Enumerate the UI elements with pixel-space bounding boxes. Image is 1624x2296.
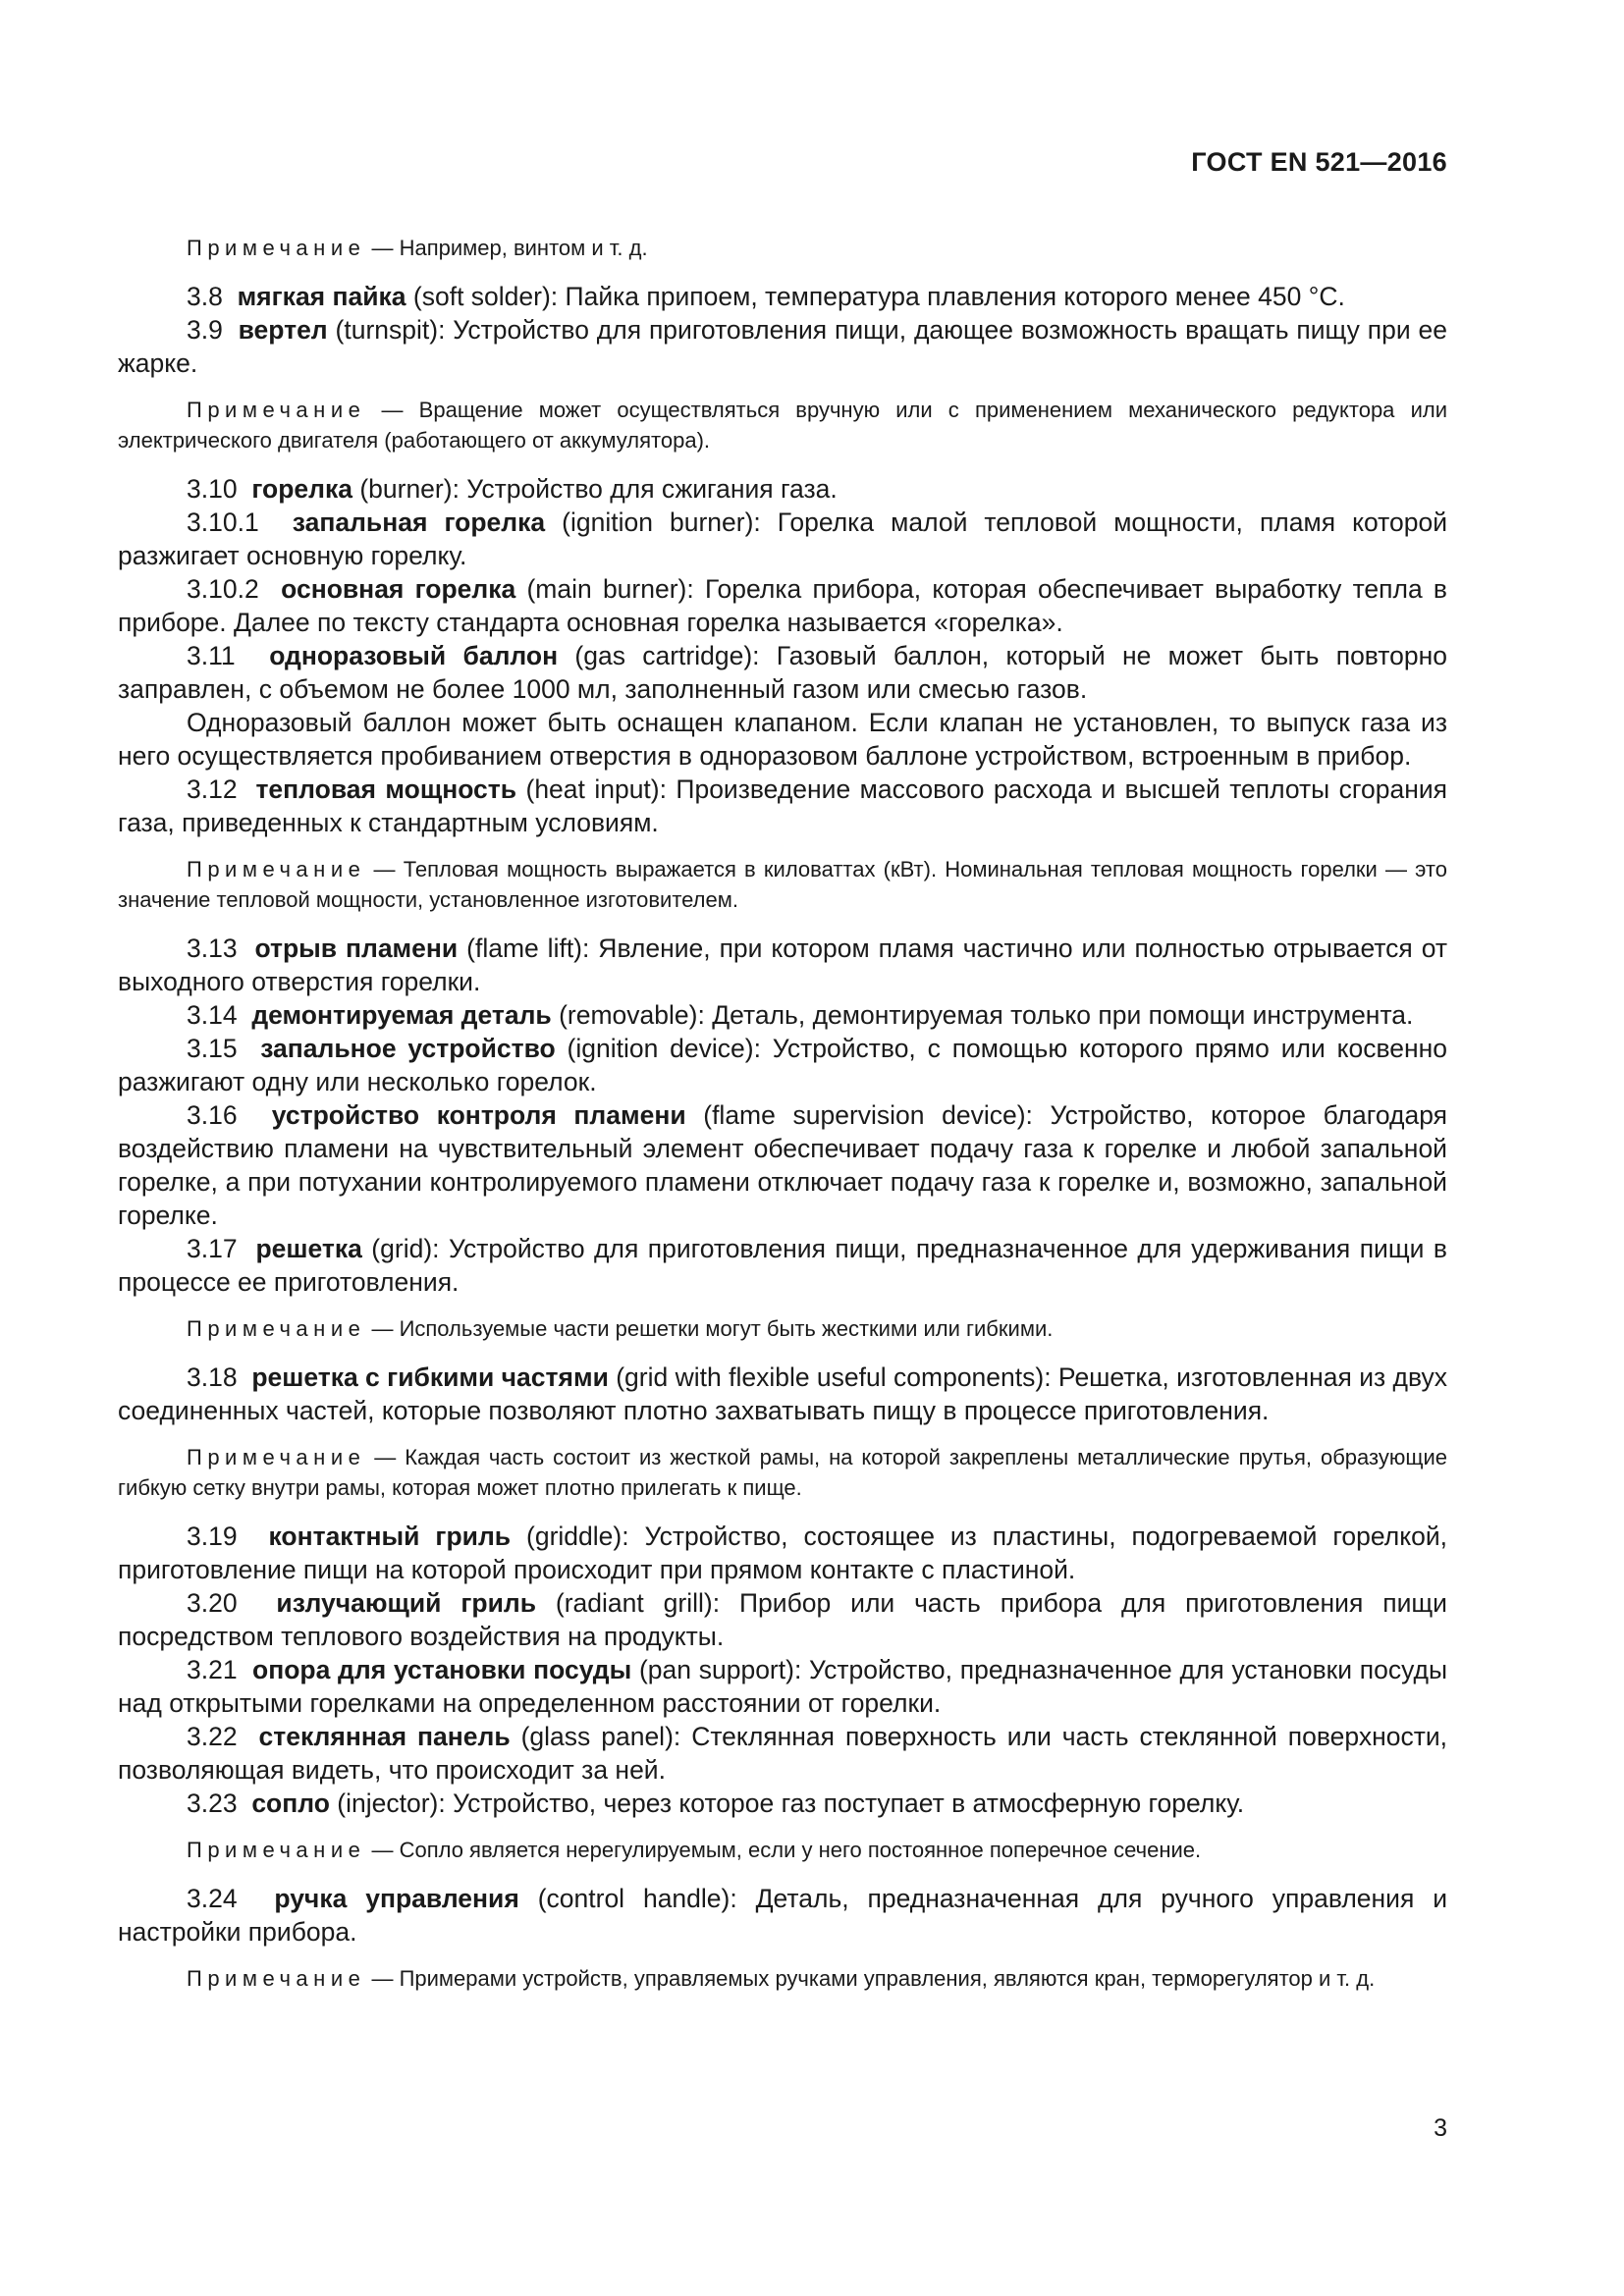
note-label: Примечание (187, 1445, 366, 1469)
term-definition (118, 1520, 1447, 1586)
term-text: (gas cartridge): Газовый баллон, который не может быть повторно заправлен, с объемом не более 1000 мл, заполненный газом или смесью газов. (118, 641, 1447, 704)
note-paragraph (118, 1835, 1447, 1865)
term-definition (118, 773, 1447, 839)
term-text: (heat input): Произведение массового расхода и высшей теплоты сгорания газа, приведенных к стандартным условиям. (118, 774, 1447, 837)
term-definition (118, 1720, 1447, 1787)
note-paragraph (118, 1313, 1447, 1344)
term-text: (removable): Деталь, демонтируемая только при помощи инструмента. (551, 1000, 1414, 1030)
term-definition (118, 932, 1447, 998)
term-number: 3.23 (187, 1789, 252, 1818)
note-label: Примечание (187, 1838, 366, 1862)
note-label: Примечание (187, 236, 366, 260)
term-number: 3.15 (187, 1034, 261, 1063)
term-name: мягкая пайка (237, 282, 406, 311)
term-text: (grid): Устройство для приготовления пищи, предназначенное для удерживания пищи в процессе ее приготовления. (118, 1234, 1447, 1297)
term-name: ручка управления (274, 1884, 519, 1913)
term-text: (soft solder): Пайка припоем, температура плавления которого менее 450 °С. (406, 282, 1345, 311)
term-name: запальная горелка (292, 507, 546, 537)
term-name: устройство контроля пламени (271, 1100, 686, 1130)
note-text: — Вращение может осуществляться вручную или с применением механического редуктора или электрического двигателя (работающего от аккумулятора). (118, 398, 1447, 453)
term-definition (118, 313, 1447, 380)
note-text: — Например, винтом и т. д. (365, 236, 648, 260)
note-paragraph (118, 233, 1447, 263)
term-number: 3.11 (187, 641, 270, 670)
term-text: (burner): Устройство для сжигания газа. (352, 474, 838, 504)
note-paragraph (118, 854, 1447, 915)
note-text: — Тепловая мощность выражается в киловаттах (кВт). Номинальная тепловая мощность горелки — это значение тепловой мощности, установленное изготовителем. (118, 857, 1447, 912)
page-number: 3 (1434, 2114, 1447, 2142)
term-text: (flame lift): Явление, при котором пламя частично или полностью отрывается от выходного отверстия горелки. (118, 934, 1447, 996)
term-name: вертел (238, 315, 328, 345)
term-number: 3.18 (187, 1362, 252, 1392)
standard-code-header: ГОСТ EN 521—2016 (1191, 147, 1447, 177)
term-text: (ignition burner): Горелка малой тепловой мощности, пламя которой разжигает основную горелку. (118, 507, 1448, 570)
term-name: решетка с гибкими частями (251, 1362, 609, 1392)
term-text: (main burner): Горелка прибора, которая обеспечивает выработку тепла в приборе. Далее по тексту стандарта основная горелка называется «горелка». (118, 574, 1448, 637)
note-text: — Используемые части решетки могут быть жесткими или гибкими. (365, 1316, 1054, 1341)
note-paragraph (118, 395, 1447, 455)
term-definition (118, 1361, 1447, 1427)
term-definition (118, 1232, 1447, 1299)
term-definition (118, 1586, 1447, 1653)
term-text: (griddle): Устройство, состоящее из пластины, подогреваемой горелкой, приготовление пищи на которой происходит при прямом контакте с пластиной. (118, 1522, 1447, 1584)
term-text: (ignition device): Устройство, с помощью которого прямо или косвенно разжигают одну или несколько горелок. (118, 1034, 1448, 1096)
note-text: — Сопло является нерегулируемым, если у него постоянное поперечное сечение. (365, 1838, 1202, 1862)
term-number: 3.19 (187, 1522, 269, 1551)
term-name: стеклянная панель (258, 1722, 511, 1751)
term-name: отрыв пламени (254, 934, 459, 963)
term-text: (radiant grill): Прибор или часть прибора для приготовления пищи посредством теплового воздействия на продукты. (118, 1588, 1447, 1651)
term-definition (118, 572, 1447, 639)
term-definition (118, 1882, 1447, 1949)
note-paragraph (118, 1442, 1447, 1503)
term-number: 3.10.2 (187, 574, 282, 604)
note-paragraph (118, 1963, 1447, 1994)
term-number: 3.13 (187, 934, 255, 963)
term-name: решетка (255, 1234, 362, 1263)
term-name: сопло (251, 1789, 330, 1818)
term-definition (118, 1032, 1447, 1098)
term-number: 3.12 (187, 774, 256, 804)
term-text: (grid with flexible useful components): Решетка, изготовленная из двух соединенных частей, которые позволяют плотно захватывать пищу в процессе приготовления. (118, 1362, 1448, 1425)
term-definition (118, 1787, 1447, 1820)
term-text: (injector): Устройство, через которое газ поступает в атмосферную горелку. (329, 1789, 1245, 1818)
term-number: 3.16 (187, 1100, 272, 1130)
body-paragraph: Одноразовый баллон может быть оснащен клапаном. Если клапан не установлен, то выпуск газа из него осуществляется пробиванием отверстия в одноразовом баллоне устройством, встроенным в прибор. (118, 708, 1447, 771)
term-number: 3.14 (187, 1000, 252, 1030)
term-definition (118, 506, 1447, 572)
note-label: Примечание (187, 1316, 366, 1341)
term-definition (118, 1653, 1447, 1720)
term-number: 3.24 (187, 1884, 275, 1913)
term-name: основная горелка (281, 574, 516, 604)
term-number: 3.8 (187, 282, 238, 311)
term-number: 3.10 (187, 474, 252, 504)
note-text: — Каждая часть состоит из жесткой рамы, на которой закреплены металлические прутья, образующие гибкую сетку внутри рамы, которая может плотно прилегать к пище. (118, 1445, 1447, 1500)
term-text: (flame supervision device): Устройство, которое благодаря воздействию пламени на чувствительный элемент обеспечивает подачу газа к горелке и любой запальной горелке, а при потухании контролируемого пламени отключает подачу газа к горелке и, возможно, запальной горелке. (118, 1100, 1447, 1230)
term-text: (glass panel): Стеклянная поверхность или часть стеклянной поверхности, позволяющая видеть, что происходит за ней. (118, 1722, 1447, 1785)
term-number: 3.22 (187, 1722, 259, 1751)
term-number: 3.21 (187, 1655, 253, 1684)
term-number: 3.17 (187, 1234, 256, 1263)
term-number: 3.9 (187, 315, 239, 345)
term-definition (118, 639, 1447, 706)
term-text: (pan support): Устройство, предназначенное для установки посуды над открытыми горелками на определенном расстоянии от горелки. (118, 1655, 1447, 1718)
term-name: горелка (251, 474, 352, 504)
term-name: опора для установки посуды (252, 1655, 632, 1684)
term-name: демонтируемая деталь (251, 1000, 552, 1030)
term-name: запальное устройство (260, 1034, 556, 1063)
term-name: контактный гриль (268, 1522, 512, 1551)
term-number: 3.10.1 (187, 507, 293, 537)
term-definition (118, 472, 1447, 506)
term-name: одноразовый баллон (269, 641, 559, 670)
note-label: Примечание (187, 857, 366, 881)
term-name: излучающий гриль (276, 1588, 536, 1618)
note-label: Примечание (187, 1966, 366, 1991)
term-number: 3.20 (187, 1588, 277, 1618)
document-body (118, 218, 1447, 2010)
term-text: (turnspit): Устройство для приготовления пищи, дающее возможность вращать пищу при ее жарке. (118, 315, 1447, 378)
term-text: (control handle): Деталь, предназначенная для ручного управления и настройки прибора. (118, 1884, 1447, 1947)
note-label: Примечание (187, 398, 366, 422)
note-text: — Примерами устройств, управляемых ручками управления, являются кран, терморегулятор и т. д. (365, 1966, 1376, 1991)
term-definition (118, 1098, 1447, 1232)
term-definition (118, 280, 1447, 313)
term-definition (118, 998, 1447, 1032)
term-name: тепловая мощность (255, 774, 517, 804)
